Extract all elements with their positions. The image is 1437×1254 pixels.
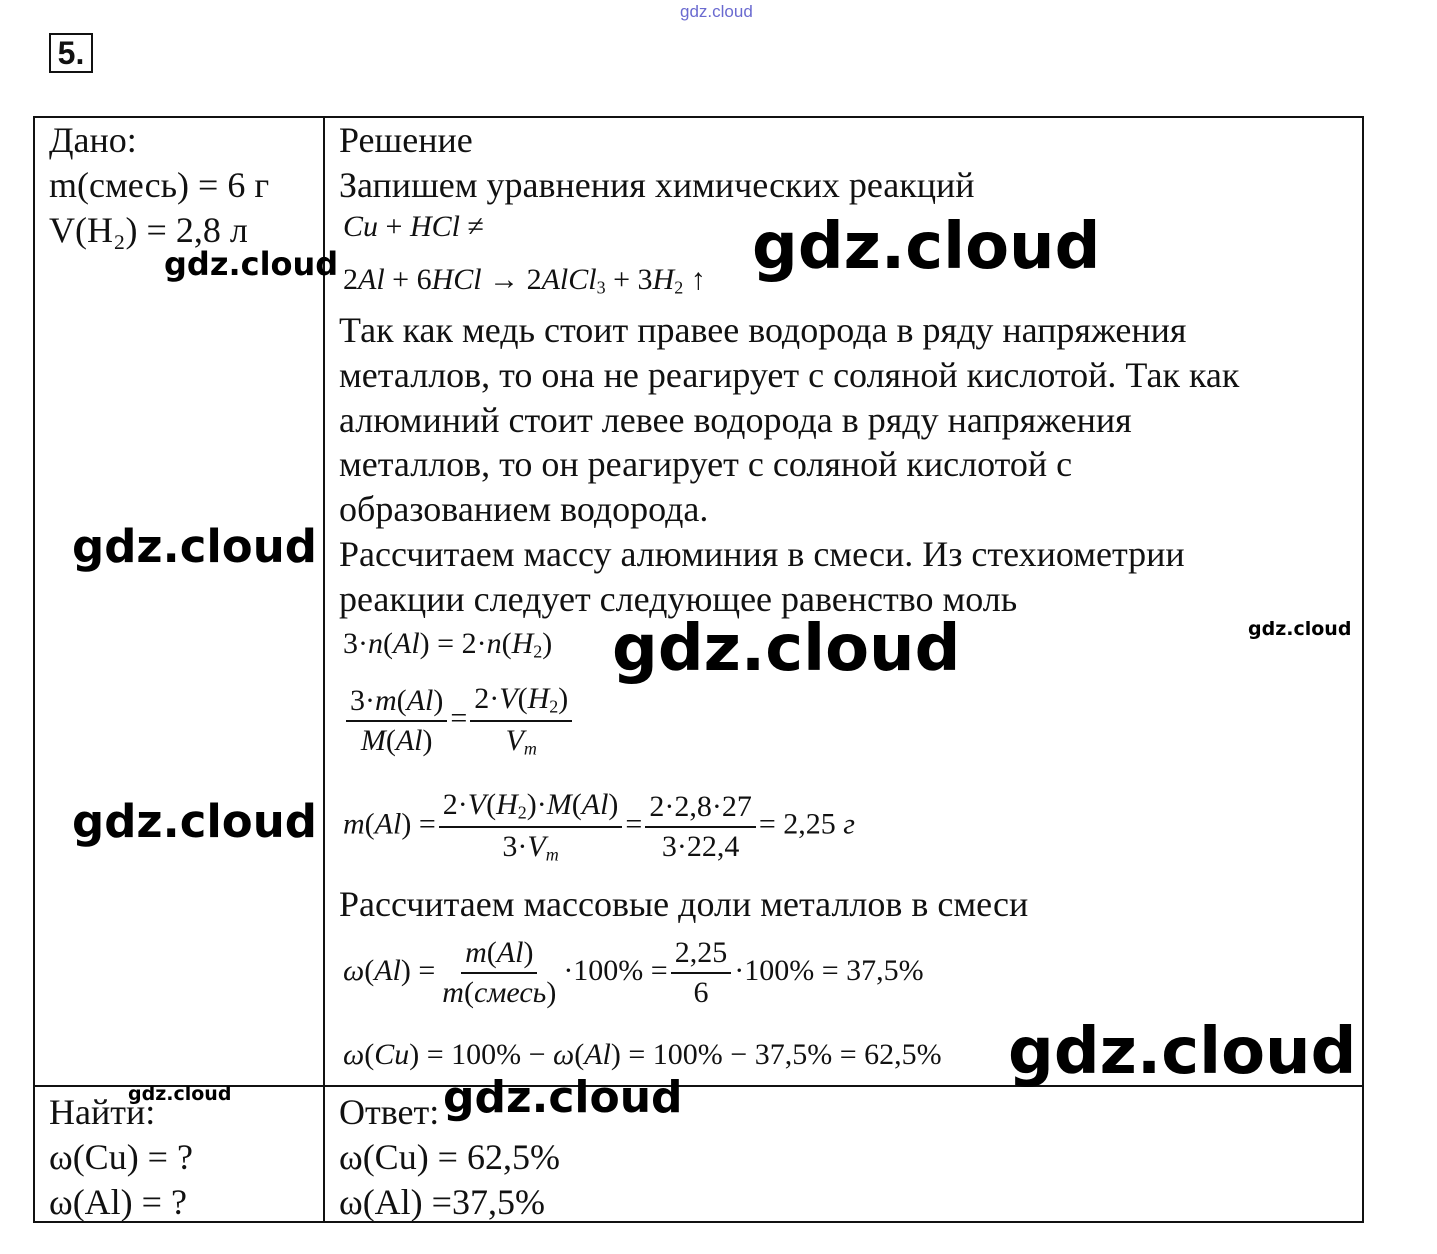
fractions-intro: Рассчитаем массовые доли металлов в смеси	[339, 884, 1029, 924]
explanation-line-4: металлов, то он реагирует с соляной кислотой с	[339, 444, 1073, 484]
solution-intro: Запишем уравнения химических реакций	[339, 165, 975, 205]
watermark: gdz.cloud	[1248, 618, 1352, 640]
watermark: gdz.cloud	[72, 520, 317, 573]
find-cu: ω(Cu) = ?	[49, 1137, 193, 1177]
explanation-line-5: образованием водорода.	[339, 489, 709, 529]
given-volume: V(H₂) = 2,8 л	[49, 210, 248, 250]
mass-al-calculation: m(Al) = $\frac{2\cdot V(H_2)\cdot M(Al)}{3\cdot V_m}$ = $\frac{2\cdot 2,8\cdot 27}{3\cdot 22,4}$ = 2,25 г	[343, 788, 855, 864]
watermark: gdz.cloud	[752, 210, 1101, 284]
omega-cu-calculation: ω(Cu) = 100% − ω(Al) = 100% − 37,5% = 62,5%	[343, 1038, 942, 1071]
mole-equality: $3\cdot n(Al) = 2\cdot n(H_2)$	[343, 627, 553, 662]
find-al: ω(Al) = ?	[49, 1182, 187, 1222]
find-title: Найти:	[49, 1092, 156, 1132]
explanation-line-3: алюминий стоит левее водорода в ряду напряжения	[339, 400, 1132, 440]
equation-cu-hcl: Cu + HCl ≠	[343, 210, 484, 243]
watermark: gdz.cloud	[164, 245, 339, 283]
watermark: gdz.cloud	[443, 1072, 683, 1123]
omega-al-calculation: ω(Al) = $\frac{m(Al)}{\text{m(смесь)}}$ ·100% = $\frac{2,25}{6}$ ·100% = 37,5%	[343, 936, 924, 1009]
watermark: gdz.cloud	[72, 795, 317, 848]
explanation-line-2: металлов, то она не реагирует с соляной кислотой. Так как	[339, 355, 1240, 395]
top-watermark: gdz.cloud	[680, 2, 753, 21]
task-number: 5.	[49, 33, 93, 73]
equation-al-hcl: 2Al + 6HCl → 2AlCl$_3$ + $3H_2$ ↑	[343, 263, 706, 298]
answer-title: Ответ:	[339, 1092, 440, 1132]
solution-title: Решение	[339, 120, 473, 160]
calc-intro-line-2: реакции следует следующее равенство моль	[339, 579, 1018, 619]
answer-al: ω(Al) =37,5%	[339, 1182, 545, 1222]
watermark: gdz.cloud	[612, 612, 961, 686]
watermark: gdz.cloud	[1008, 1015, 1357, 1089]
given-title: Дано:	[49, 120, 137, 160]
watermark: gdz.cloud	[128, 1083, 232, 1105]
mass-volume-proportion: $\frac{3\cdot m(Al)}{M(Al)}$ = $\frac{2\cdot V(H_2)}{V_m}$	[343, 682, 575, 759]
given-mass: m(смесь) = 6 г	[49, 165, 270, 205]
explanation-line-1: Так как медь стоит правее водорода в ряду напряжения	[339, 310, 1187, 350]
calc-intro-line-1: Рассчитаем массу алюминия в смеси. Из стехиометрии	[339, 534, 1185, 574]
answer-cu: ω(Cu) = 62,5%	[339, 1137, 560, 1177]
